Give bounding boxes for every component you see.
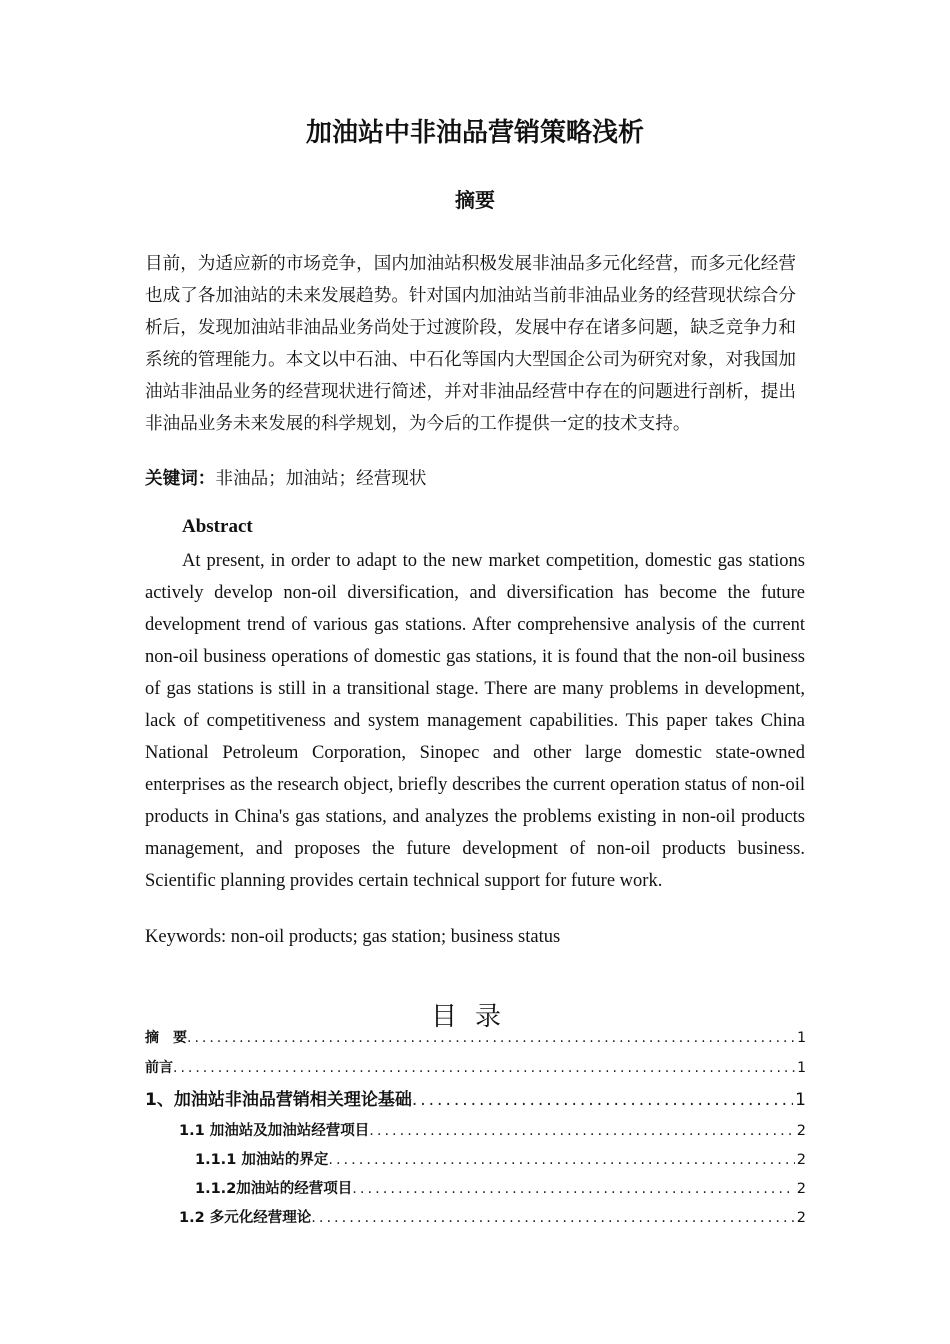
toc-entry-page: 1 [797, 1030, 806, 1046]
toc-entry-page: 1 [795, 1090, 806, 1110]
en-keywords: Keywords: non-oil products; gas station; business status [145, 927, 561, 947]
toc-entry[interactable] [179, 1119, 806, 1140]
toc-leader-dots [412, 1090, 793, 1110]
toc-entry[interactable] [145, 1057, 806, 1077]
toc-entry[interactable] [195, 1177, 806, 1198]
cn-keywords-label: 关键词： [145, 469, 216, 489]
toc-entry[interactable] [195, 1148, 806, 1169]
cn-abstract-heading: 摘要 [455, 188, 495, 212]
toc-leader-dots [311, 1210, 795, 1226]
toc-entry[interactable] [179, 1206, 806, 1227]
toc-leader-dots [369, 1123, 795, 1139]
toc-entry[interactable] [145, 1085, 806, 1110]
toc-entry-text: 1.2 多元化经营理论 [179, 1210, 312, 1226]
toc-entry-text: 1.1.2加油站的经营项目 [195, 1181, 353, 1197]
toc-entry-page: 2 [796, 1181, 806, 1197]
toc-entry-text: 1.1.1 加油站的界定 [195, 1152, 329, 1168]
document-title: 加油站中非油品营销策略浅析 [305, 118, 644, 148]
toc-title: 目录 [430, 1002, 519, 1032]
en-abstract-body: At present, in order to adapt to the new market competition, domestic gas stations actively develop non-oil diversification, and diversification has become the future development trend of various gas stations. After comprehensive analysis of the current non-oil business operations of domestic gas stations, it is found that the non-oil business of gas stations is still in a transitional stage. There are many problems in development, lack of competitiveness and system management capabilities. This paper takes China National Petroleum Corporation, Sinopec and other large domestic state-owned enterprises as the research object, briefly describes the current operation status of non-oil products in China's gas stations, and analyzes the problems existing in non-oil products management, and proposes the future development of non-oil products business. Scientific planning provides certain technical support for future work. [145, 551, 805, 891]
toc-entry-page: 1 [797, 1060, 806, 1076]
cn-keywords [145, 465, 427, 493]
cn-keywords-text: 非油品；加油站；经营现状 [215, 469, 427, 489]
toc-entry-page: 2 [796, 1123, 806, 1139]
toc-entry-text: 1.1 加油站及加油站经营项目 [179, 1123, 370, 1139]
toc-entry-text: 1、加油站非油品营销相关理论基础 [145, 1090, 412, 1110]
toc-leader-dots [328, 1152, 794, 1168]
toc-entry-text: 摘 要 [145, 1030, 187, 1046]
toc-entry-page: 2 [796, 1210, 806, 1226]
toc-leader-dots [173, 1060, 795, 1076]
toc-entry[interactable] [145, 1027, 806, 1047]
toc-leader-dots [187, 1030, 795, 1046]
toc-entry-page: 2 [796, 1152, 806, 1168]
toc-entry-text: 前言 [145, 1060, 173, 1076]
cn-abstract-body: 目前，为适应新的市场竞争，国内加油站积极发展非油品多元化经营，而多元化经营也成了各加油站的未来发展趋势。针对国内加油站当前非油品业务的经营现状综合分析后，发现加油站非油品业务尚处于过渡阶段，发展中存在诸多问题，缺乏竞争力和系统的管理能力。本文以中石油、中石化等国内大型国企公司为研究对象，对我国加油站非油品业务的经营现状进行简述，并对非油品经营中存在的问题进行剖析，提出非油品业务未来发展的科学规划，为今后的工作提供一定的技术支持。 [145, 254, 796, 434]
toc-leader-dots [352, 1181, 794, 1197]
en-abstract-heading: Abstract [182, 516, 253, 537]
